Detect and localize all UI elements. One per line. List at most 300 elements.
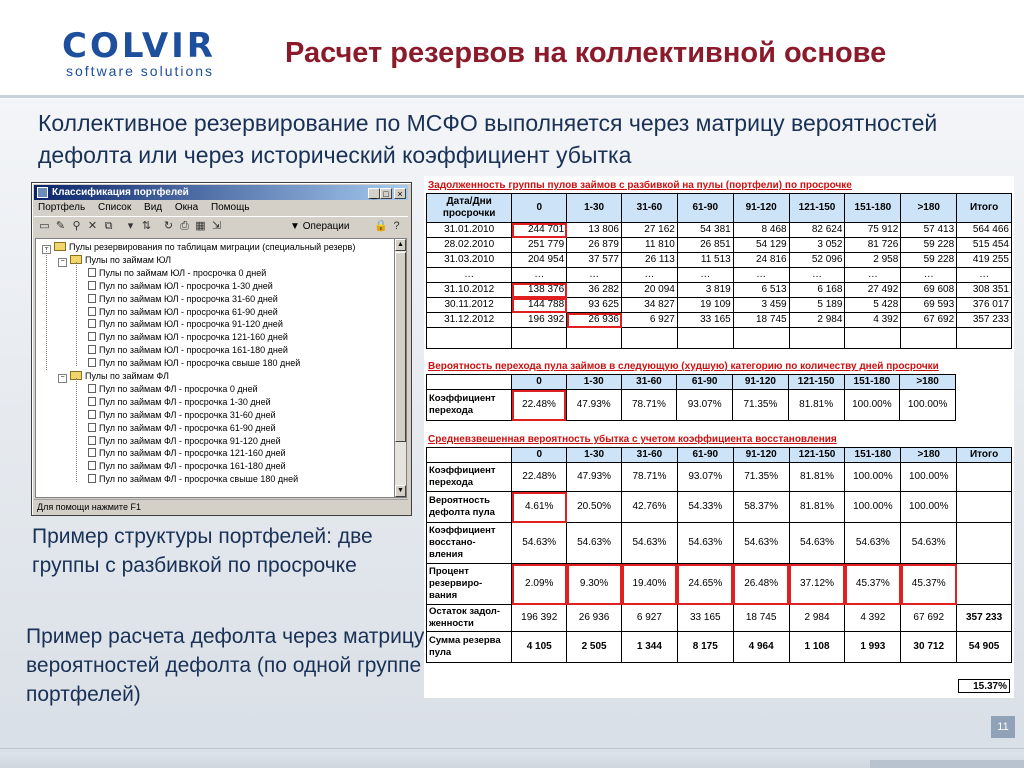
collapse-toggle-icon[interactable]: − [42,245,51,254]
value-cell: 6 168 [789,283,845,298]
value-cell: 308 351 [957,283,1012,298]
tree-scrollbar[interactable] [394,238,407,498]
value-cell: 22.48% [512,463,567,492]
value-cell: 59 228 [901,253,957,268]
scroll-up-icon[interactable]: ▲ [395,239,406,251]
value-cell: 34 827 [622,298,678,313]
empty-cell [733,328,789,349]
document-icon [88,345,96,354]
value-cell [957,523,1012,564]
tree-node-label: Пул по займам ФЛ - просрочка 0 дней [99,383,258,394]
value-cell: 54.63% [845,523,901,564]
column-header: Дата/Дни просрочки [427,194,512,223]
tree-folder[interactable] [42,241,355,253]
header-divider [0,95,1024,98]
value-cell: 37 577 [567,253,622,268]
date-cell: 28.02.2010 [427,238,512,253]
value-cell: 54 381 [677,223,733,238]
document-icon [88,423,96,432]
value-cell: 78.71% [621,390,677,421]
value-cell: 3 052 [789,238,845,253]
document-icon [88,436,96,445]
table-row [427,253,1012,268]
value-cell: 5 428 [845,298,901,313]
window-titlebar[interactable] [34,185,408,200]
value-cell: 9.30% [567,564,622,605]
value-cell: 26 113 [622,253,678,268]
loss-table [426,447,1012,663]
tree-node-label: Пулы по займам ЮЛ - просрочка 0 дней [99,267,267,278]
value-cell: 24 816 [733,253,789,268]
column-header: 91-120 [733,194,789,223]
minimize-button[interactable]: _ [368,188,380,199]
column-header: 151-180 [845,448,901,463]
portfolio-tree[interactable] [35,238,396,498]
tree-node-label: Пулы по займам ЮЛ [85,254,172,265]
menu-help[interactable]: Помощь [210,202,250,213]
value-cell: 18 745 [733,313,789,328]
footer-accent [870,760,1024,768]
tree-node-label: Пул по займам ФЛ - просрочка 161-180 дней [99,461,286,472]
document-icon [88,448,96,457]
value-cell: 71.35% [733,463,789,492]
value-cell: 52 096 [789,253,845,268]
print-icon[interactable]: ⎙ [180,220,189,232]
value-cell: 4 105 [512,632,567,663]
value-cell: 54.63% [512,523,567,564]
empty-cell [957,328,1012,349]
column-header: 0 [512,375,567,390]
transition-table [426,374,956,421]
date-cell: 31.01.2010 [427,223,512,238]
value-cell: … [789,268,845,283]
value-cell: 1 993 [845,632,901,663]
date-cell: 31.10.2012 [427,283,512,298]
table-row [427,313,1012,328]
table3-title: Средневзвешенная вероятность убытка с учетом коэффициента восстановления [428,434,837,445]
value-cell: 54.63% [733,523,789,564]
value-cell: 54 905 [957,632,1012,663]
value-cell: 58.37% [733,492,789,523]
value-cell: 54.63% [789,523,845,564]
value-cell: … [733,268,789,283]
intro-text: Коллективное резервирование по МСФО выполняется через матрицу вероятностей дефолта или через исторический коэффициент убытка [38,110,938,168]
tree-node-label: Пулы резервирования по таблицам миграции (специальный резерв) [69,242,356,252]
value-cell: 4.61% [512,492,567,523]
tree-folder[interactable] [58,370,169,382]
value-cell: 47.93% [567,463,622,492]
tree-guide-line [46,248,47,370]
tree-leaf[interactable] [88,293,278,305]
value-cell: 6 927 [622,313,678,328]
table-row [427,223,1012,238]
empty-cell [901,328,957,349]
menu-portfolio[interactable]: Портфель [38,202,86,213]
copy-icon[interactable]: ⧉ [104,220,113,232]
value-cell: 196 392 [512,313,567,328]
date-cell: 31.12.2012 [427,313,512,328]
column-header: 151-180 [845,194,901,223]
sort-icon[interactable]: ⇅ [141,220,152,232]
table2-title: Вероятность перехода пула займов в следующую (худшую) категорию по количеству дней просрочки [428,361,939,372]
column-header: 31-60 [622,448,678,463]
tree-leaf[interactable] [88,435,281,447]
value-cell: 26 936 [567,605,622,632]
value-cell: 93.07% [677,463,733,492]
document-icon [88,307,96,316]
row-label: Коэффициент восстано-вления [427,523,512,564]
value-cell: 13 806 [567,223,622,238]
empty-cell [567,328,622,349]
value-cell: … [957,268,1012,283]
edit-icon[interactable]: ✎ [55,220,66,232]
tree-folder[interactable] [58,254,171,266]
value-cell: 26.48% [733,564,789,605]
value-cell: 26 879 [567,238,622,253]
value-cell: 71.35% [733,390,789,421]
column-header: >180 [901,194,957,223]
refresh-icon[interactable]: ↻ [163,220,174,232]
value-cell: 26 936 [567,313,622,328]
lock-icon[interactable]: 🔒 [374,220,388,232]
value-cell: 75 912 [845,223,901,238]
value-cell: … [512,268,567,283]
tree-leaf[interactable] [88,280,273,292]
document-icon [88,332,96,341]
value-cell: 144 788 [512,298,567,313]
value-cell: 81.81% [788,390,844,421]
tree-node-label: Пул по займам ФЛ - просрочка свыше 180 дней [99,474,299,485]
tree-leaf[interactable] [88,383,258,395]
page-number: 11 [991,716,1015,738]
window-menubar [34,201,408,215]
scroll-thumb[interactable] [395,252,406,442]
value-cell: 564 466 [957,223,1012,238]
table-row [427,268,1012,283]
column-header: >180 [900,375,956,390]
table-row [427,632,1012,663]
table-header-row [427,375,956,390]
empty-cell [789,328,845,349]
row-label: Коэффициент перехода [427,463,512,492]
window-title: Классификация портфелей [52,187,189,198]
column-header: 61-90 [677,448,733,463]
value-cell: 20 094 [622,283,678,298]
grid-icon[interactable]: ▦ [195,220,206,232]
value-cell: 81 726 [845,238,901,253]
empty-cell [512,328,567,349]
value-cell: 67 692 [901,313,957,328]
tree-node-label: Пул по займам ФЛ - просрочка 91-120 дней [99,435,281,446]
table1-title: Задолженность группы пулов займов с разбивкой на пулы (портфели) по просрочке [428,180,852,191]
value-cell: 54.63% [901,523,957,564]
column-header: 61-90 [677,194,733,223]
empty-cell [845,328,901,349]
table-header-row [427,448,1012,463]
column-header: 121-150 [789,448,845,463]
empty-cell [677,328,733,349]
status-text: Для помощи нажмите F1 [37,502,141,512]
value-cell: 3 819 [677,283,733,298]
export-icon[interactable]: ⇲ [211,220,222,232]
column-header: 31-60 [621,375,677,390]
document-icon [88,474,96,483]
row-label: Остаток задол-женности [427,605,512,632]
document-icon [88,410,96,419]
tree-guide-line [76,262,77,366]
table-row [427,328,1012,349]
column-header: 31-60 [622,194,678,223]
tree-node-label: Пул по займам ФЛ - просрочка 121-160 дней [99,448,286,459]
table-row [427,492,1012,523]
value-cell: 27 162 [622,223,678,238]
date-cell: 31.03.2010 [427,253,512,268]
value-cell: 244 701 [512,223,567,238]
date-cell: … [427,268,512,283]
tree-node-label: Пул по займам ЮЛ - просрочка 31-60 дней [99,293,278,304]
tree-node-label: Пул по займам ЮЛ - просрочка 91-120 дней [99,319,283,330]
value-cell: 4 964 [733,632,789,663]
tree-node-label: Пул по займам ЮЛ - просрочка свыше 180 дней [99,358,301,369]
help-icon[interactable]: ? [393,220,400,232]
value-cell: 1 108 [789,632,845,663]
value-cell: 19.40% [622,564,678,605]
value-cell: 47.93% [566,390,621,421]
value-cell: 54.63% [567,523,622,564]
value-cell: … [901,268,957,283]
tree-leaf[interactable] [88,409,276,421]
value-cell: 4 392 [845,313,901,328]
value-cell: 2 958 [845,253,901,268]
column-header [427,448,512,463]
value-cell: 138 376 [512,283,567,298]
new-icon[interactable]: ▭ [39,220,50,232]
value-cell: 2 984 [789,313,845,328]
value-cell: 100.00% [901,463,957,492]
tree-leaf[interactable] [88,267,266,279]
value-cell: 20.50% [567,492,622,523]
value-cell: 419 255 [957,253,1012,268]
window-toolbar [34,216,408,237]
value-cell: 100.00% [845,492,901,523]
tree-leaf[interactable] [88,331,288,343]
tree-leaf[interactable] [88,306,278,318]
value-cell: 45.37% [845,564,901,605]
value-cell: 515 454 [957,238,1012,253]
document-icon [88,294,96,303]
close-button[interactable]: × [394,188,406,199]
value-cell: 8 175 [677,632,733,663]
colvir-logo [62,26,242,79]
document-icon [88,384,96,393]
footer-divider [0,748,1024,749]
value-cell: 2 505 [567,632,622,663]
table-row [427,605,1012,632]
tree-leaf[interactable] [88,318,283,330]
value-cell: 54 129 [733,238,789,253]
value-cell: 2.09% [512,564,567,605]
column-header: Итого [957,194,1012,223]
logo-subtitle: software solutions [66,63,215,79]
document-icon [88,397,96,406]
collapse-toggle-icon[interactable]: − [58,258,67,267]
column-header: 0 [512,194,567,223]
value-cell: … [677,268,733,283]
value-cell: 54.63% [677,523,733,564]
folder-icon [54,242,66,251]
value-cell: 100.00% [844,390,900,421]
tree-leaf[interactable] [88,447,286,459]
table-row [427,283,1012,298]
column-header: 1-30 [566,375,621,390]
app-icon [37,187,48,198]
tree-node-label: Пул по займам ФЛ - просрочка 31-60 дней [99,409,276,420]
value-cell: 42.76% [622,492,678,523]
value-cell: 26 851 [677,238,733,253]
value-cell: … [845,268,901,283]
value-cell: 3 459 [733,298,789,313]
value-cell: 78.71% [622,463,678,492]
maximize-button[interactable]: □ [380,188,392,199]
column-header: 121-150 [788,375,844,390]
value-cell: 251 779 [512,238,567,253]
slide-title: Расчет резервов на коллективной основе [285,37,887,69]
table-row [427,238,1012,253]
value-cell: 93 625 [567,298,622,313]
value-cell: 357 233 [957,605,1012,632]
column-header: 1-30 [567,194,622,223]
value-cell: 357 233 [957,313,1012,328]
document-icon [88,461,96,470]
table-row [427,390,956,421]
value-cell: … [567,268,622,283]
column-header [427,375,512,390]
tree-node-label: Пул по займам ЮЛ - просрочка 121-160 дней [99,332,288,343]
value-cell: 11 513 [677,253,733,268]
menu-list[interactable]: Список [97,202,132,213]
tree-node-label: Пул по займам ФЛ - просрочка 61-90 дней [99,422,276,433]
delete-icon[interactable]: ✕ [87,220,98,232]
value-cell [957,463,1012,492]
column-header: 91-120 [733,375,789,390]
value-cell: 22.48% [512,390,567,421]
table-row [427,564,1012,605]
value-cell: 18 745 [733,605,789,632]
menu-windows[interactable]: Окна [174,202,199,213]
tree-node-label: Пул по займам ЮЛ - просрочка 61-90 дней [99,306,278,317]
value-cell [957,492,1012,523]
value-cell [957,564,1012,605]
value-cell: 4 392 [845,605,901,632]
document-icon [88,319,96,328]
tree-node-label: Пул по займам ФЛ - просрочка 1-30 дней [99,396,271,407]
value-cell: 196 392 [512,605,567,632]
tree-leaf[interactable] [88,460,286,472]
tree-leaf[interactable] [88,473,298,485]
value-cell: 100.00% [901,492,957,523]
empty-cell [622,328,678,349]
value-cell: 45.37% [901,564,957,605]
search-icon[interactable]: ⚲ [72,220,81,232]
value-cell: 33 165 [677,605,733,632]
tree-leaf[interactable] [88,396,271,408]
document-icon [88,268,96,277]
document-icon [88,281,96,290]
row-label: Сумма резерва пула [427,632,512,663]
value-cell: 69 593 [901,298,957,313]
table-header-row [427,194,1012,223]
logo-word: COLVIR [62,26,216,66]
table-row [427,463,1012,492]
row-label: Коэффициент перехода [427,390,512,421]
value-cell: 24.65% [677,564,733,605]
column-header: 121-150 [789,194,845,223]
value-cell: 8 468 [733,223,789,238]
column-header: 0 [512,448,567,463]
collapse-toggle-icon[interactable]: − [58,374,67,383]
value-cell: 376 017 [957,298,1012,313]
value-cell: 82 624 [789,223,845,238]
value-cell: 6 513 [733,283,789,298]
menu-view[interactable]: Вид [144,202,163,213]
value-cell: 6 927 [622,605,678,632]
tree-guide-line [76,378,77,482]
tree-leaf[interactable] [88,357,300,369]
debt-table [426,193,1012,349]
tree-leaf[interactable] [88,422,276,434]
value-cell: 30 712 [901,632,957,663]
column-header: 61-90 [677,375,733,390]
portfolio-window [31,182,412,516]
value-cell: 100.00% [900,390,956,421]
value-cell: 54.63% [622,523,678,564]
value-cell: 204 954 [512,253,567,268]
column-header: 1-30 [567,448,622,463]
tree-node-label: Пулы по займам ФЛ [85,371,169,381]
document-icon [88,358,96,367]
value-cell: 100.00% [845,463,901,492]
value-cell: 27 492 [845,283,901,298]
date-cell: 30.11.2012 [427,298,512,313]
value-cell: 2 984 [789,605,845,632]
value-cell: 1 344 [622,632,678,663]
value-cell: 59 228 [901,238,957,253]
table-row [427,298,1012,313]
column-header: 91-120 [733,448,789,463]
caption-portfolio-structure: Пример структуры портфелей: две группы с разбивкой по просрочке [32,525,373,577]
value-cell: 33 165 [677,313,733,328]
scroll-down-icon[interactable]: ▼ [395,485,406,497]
value-cell: … [622,268,678,283]
column-header: 151-180 [844,375,900,390]
value-cell: 37.12% [789,564,845,605]
operations-menu[interactable]: ▼ Операции [290,221,350,232]
caption-default-calc: Пример расчета дефолта через матрицу вероятностей дефолта (по одной группе портфелей) [26,625,425,706]
tree-leaf[interactable] [88,344,288,356]
filter-icon[interactable]: ▾ [127,220,134,232]
value-cell: 81.81% [789,492,845,523]
row-label: Процент резервиро-вания [427,564,512,605]
value-cell: 11 810 [622,238,678,253]
value-cell: 93.07% [677,390,733,421]
operations-label: Операции [302,221,350,232]
table-row [427,523,1012,564]
status-bar [34,499,408,514]
value-cell: 81.81% [789,463,845,492]
value-cell: 57 413 [901,223,957,238]
tree-node-label: Пул по займам ЮЛ - просрочка 1-30 дней [99,280,273,291]
value-cell: 54.33% [677,492,733,523]
